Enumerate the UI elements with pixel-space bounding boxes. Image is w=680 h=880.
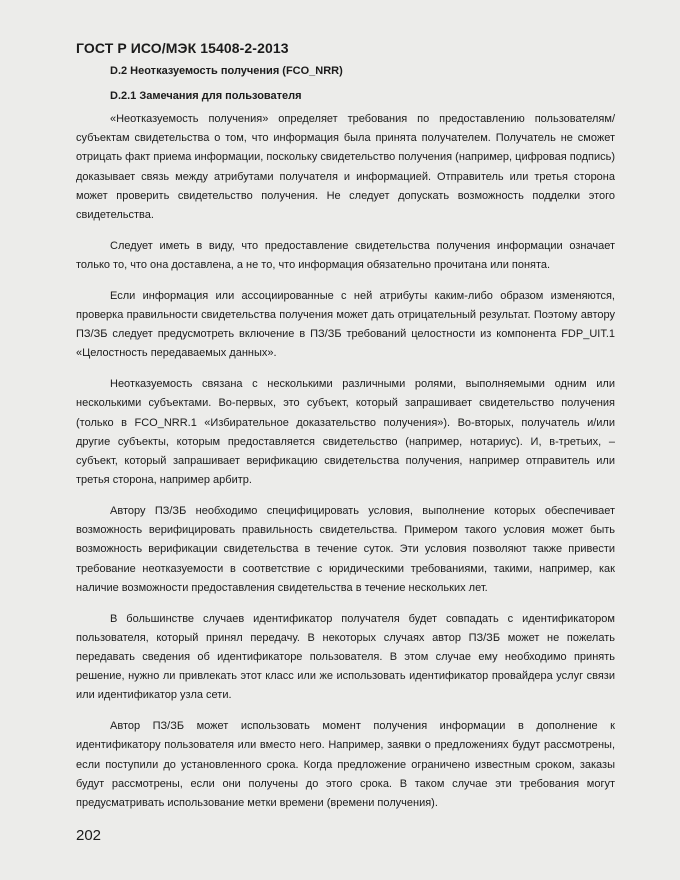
paragraph: В большинстве случаев идентификатор получателя будет совпадать с идентификатором пользователя, который принял передачу. В некоторых случаях автор ПЗ/ЗБ может не пожелать передавать сведения об идентификаторе пользователя. В этом случае ему необходимо принять решение, нужно ли привлекать этот класс или же использовать идентификатор провайдера услуг связи или идентификатор узла сети. (76, 612, 615, 702)
section-heading-d2: D.2 Неотказуемость получения (FCO_NRR) (110, 65, 343, 77)
page-number: 202 (76, 827, 102, 844)
section-heading-d21: D.2.1 Замечания для пользователя (110, 90, 302, 102)
paragraph: «Неотказуемость получения» определяет требования по предоставлению пользователям/субъектам свидетельства о том, что информация была принята получателем. Получатель не сможет отрицать факт приема информации, поскольку свидетельство получения (например, цифровая подпись) доказывает связь между атрибутами получателя и информацией. Отправитель или третья сторона может проверить свидетельство получения. Не следует допускать возможность подделки этого свидетельства. (76, 113, 615, 222)
paragraph: Если информация или ассоциированные с ней атрибуты каким-либо образом изменяются, проверка правильности свидетельства получения может дать отрицательный результат. Поэтому автору ПЗ/ЗБ следует предусмотреть включение в ПЗ/ЗБ требований целостности из компонента FDP_UIT.1 «Целостность передаваемых данных». (76, 289, 615, 360)
standard-title: ГОСТ Р ИСО/МЭК 15408-2-2013 (76, 40, 289, 56)
paragraph: Автор ПЗ/ЗБ может использовать момент получения информации в дополнение к идентификатору пользователя или вместо него. Например, заявки о предложениях будут рассмотрены, если поступили до установленного срока. Когда предложение ограничено известным сроком, заказы будут рассмотрены, если они получены до этого срока. В таком случае эти требования могут предусматривать использование метки времени (времени получения). (76, 720, 615, 810)
paragraph: Следует иметь в виду, что предоставление свидетельства получения информации означает только то, что она доставлена, а не то, что информация обязательно прочитана или понята. (76, 239, 615, 272)
paragraph: Неотказуемость связана с несколькими различными ролями, выполняемыми одним или несколькими субъектами. Во-первых, это субъект, который запрашивает свидетельство получения (только в FCO_NRR.1 «Избирательное доказательство получения»). Во-вторых, получатель и/или другие субъекты, которым предоставляется свидетельство (например, нотариус). И, в-третьих, – субъект, который запрашивает верификацию свидетельства получения, например отправитель или третья сторона, например арбитр. (76, 378, 615, 487)
body-text (76, 110, 615, 825)
paragraph: Автору ПЗ/ЗБ необходимо специфицировать условия, выполнение которых обеспечивает возможность верифицировать правильность свидетельства. Примером такого условия может быть возможность верификации свидетельства в течение суток. Эти условия позволяют также привести требование неотказуемости в соответствие с юридическими требованиями, такими, например, как наличие возможности предоставления свидетельства в течение нескольких лет. (76, 505, 615, 594)
